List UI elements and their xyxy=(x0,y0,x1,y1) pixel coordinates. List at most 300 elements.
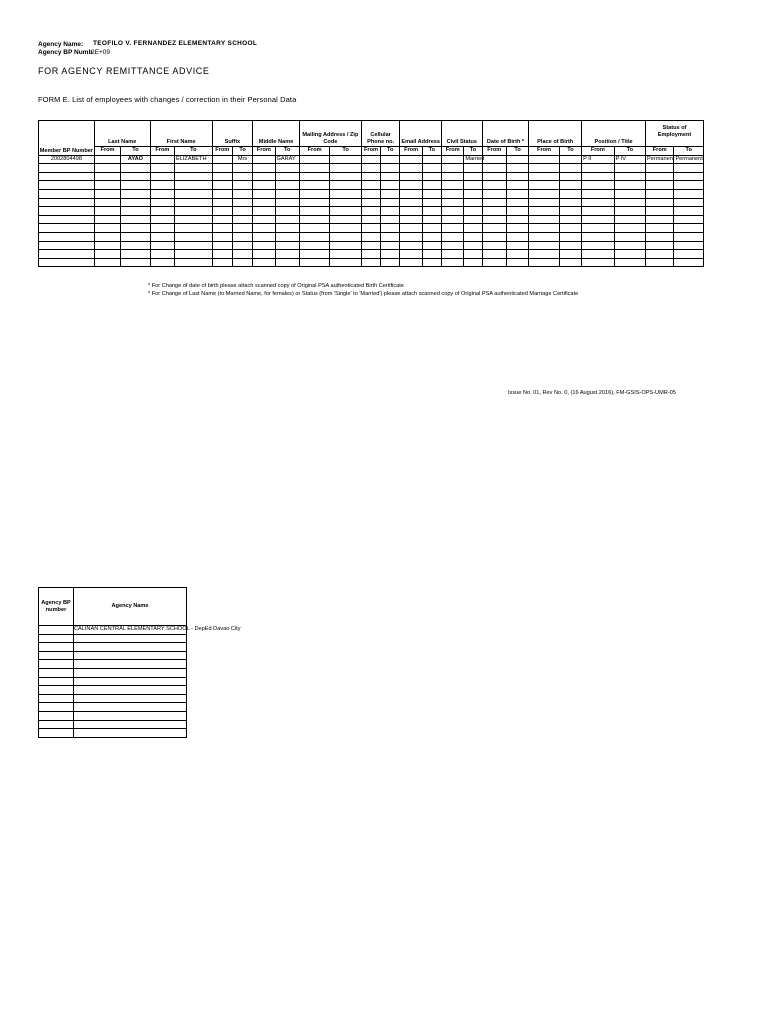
cell[interactable] xyxy=(582,189,614,198)
cell[interactable] xyxy=(381,172,400,181)
cell[interactable] xyxy=(529,164,559,173)
cell[interactable] xyxy=(94,224,120,233)
cell[interactable] xyxy=(582,215,614,224)
cell[interactable] xyxy=(614,215,645,224)
cell[interactable] xyxy=(464,189,482,198)
cell[interactable] xyxy=(381,198,400,207)
cell[interactable] xyxy=(614,232,645,241)
cell[interactable] xyxy=(422,155,441,164)
cell[interactable] xyxy=(299,172,329,181)
cell[interactable] xyxy=(400,241,422,250)
cell[interactable] xyxy=(94,250,120,259)
cell[interactable] xyxy=(212,258,232,267)
cell[interactable] xyxy=(674,258,704,267)
cell[interactable] xyxy=(506,172,528,181)
cell[interactable] xyxy=(275,215,299,224)
cell[interactable] xyxy=(39,215,95,224)
cell[interactable] xyxy=(482,250,506,259)
cell[interactable] xyxy=(482,155,506,164)
cell[interactable] xyxy=(582,250,614,259)
cell[interactable] xyxy=(39,729,74,738)
cell[interactable] xyxy=(464,181,482,190)
cell[interactable] xyxy=(121,189,150,198)
cell[interactable] xyxy=(464,224,482,233)
middle-to-cell[interactable]: GARAY xyxy=(275,155,299,164)
cell[interactable] xyxy=(39,660,74,669)
cell[interactable] xyxy=(442,207,464,216)
cell[interactable] xyxy=(94,207,120,216)
cell[interactable] xyxy=(646,164,674,173)
cell[interactable] xyxy=(175,232,213,241)
cell[interactable] xyxy=(582,172,614,181)
cell[interactable] xyxy=(506,232,528,241)
cell[interactable] xyxy=(422,189,441,198)
cell[interactable] xyxy=(175,172,213,181)
cell[interactable] xyxy=(464,241,482,250)
cell[interactable] xyxy=(150,207,174,216)
cell[interactable] xyxy=(559,232,581,241)
cell[interactable] xyxy=(330,232,361,241)
cell[interactable] xyxy=(275,189,299,198)
cell[interactable] xyxy=(400,172,422,181)
cell[interactable] xyxy=(442,258,464,267)
cell[interactable] xyxy=(400,207,422,216)
member-bp-cell[interactable]: 2002804498 xyxy=(39,155,95,164)
cell[interactable] xyxy=(232,241,252,250)
cell[interactable] xyxy=(232,232,252,241)
cell[interactable] xyxy=(232,181,252,190)
cell[interactable] xyxy=(559,224,581,233)
cell[interactable] xyxy=(506,241,528,250)
cell[interactable] xyxy=(94,232,120,241)
cell[interactable] xyxy=(175,224,213,233)
cell[interactable] xyxy=(299,258,329,267)
cell[interactable] xyxy=(74,729,187,738)
cell[interactable] xyxy=(400,189,422,198)
cell[interactable] xyxy=(330,181,361,190)
cell[interactable] xyxy=(74,668,187,677)
cell[interactable] xyxy=(361,207,380,216)
cell[interactable] xyxy=(582,198,614,207)
cell[interactable] xyxy=(529,189,559,198)
cell[interactable] xyxy=(361,172,380,181)
cell[interactable] xyxy=(150,232,174,241)
cell[interactable] xyxy=(381,181,400,190)
cell[interactable] xyxy=(253,250,275,259)
cell[interactable] xyxy=(94,172,120,181)
cell[interactable] xyxy=(253,172,275,181)
cell[interactable] xyxy=(150,172,174,181)
cell[interactable] xyxy=(232,224,252,233)
cell[interactable] xyxy=(275,250,299,259)
cell[interactable] xyxy=(381,232,400,241)
cell[interactable] xyxy=(39,668,74,677)
cell[interactable] xyxy=(150,224,174,233)
cell[interactable] xyxy=(39,677,74,686)
cell[interactable] xyxy=(94,215,120,224)
cell[interactable] xyxy=(175,198,213,207)
cell[interactable] xyxy=(442,224,464,233)
cell[interactable] xyxy=(253,232,275,241)
cell[interactable] xyxy=(506,207,528,216)
cell[interactable] xyxy=(381,215,400,224)
cell[interactable] xyxy=(361,241,380,250)
cell[interactable] xyxy=(150,181,174,190)
cell[interactable] xyxy=(175,181,213,190)
cell[interactable] xyxy=(253,224,275,233)
cell[interactable] xyxy=(275,164,299,173)
cell[interactable] xyxy=(253,258,275,267)
cell[interactable] xyxy=(212,224,232,233)
cell[interactable] xyxy=(646,224,674,233)
cell[interactable] xyxy=(464,164,482,173)
cell[interactable] xyxy=(464,215,482,224)
cell[interactable] xyxy=(381,258,400,267)
cell[interactable] xyxy=(299,224,329,233)
cell[interactable] xyxy=(74,703,187,712)
cell[interactable] xyxy=(381,241,400,250)
cell[interactable] xyxy=(74,711,187,720)
cell[interactable] xyxy=(582,258,614,267)
cell[interactable] xyxy=(506,215,528,224)
cell[interactable] xyxy=(39,181,95,190)
cell[interactable] xyxy=(94,181,120,190)
cell[interactable] xyxy=(646,189,674,198)
status-to-cell[interactable]: Permanent xyxy=(675,155,703,162)
cell[interactable] xyxy=(506,164,528,173)
cell[interactable] xyxy=(175,164,213,173)
cell[interactable] xyxy=(361,189,380,198)
cell[interactable] xyxy=(614,172,645,181)
cell[interactable] xyxy=(422,232,441,241)
cell[interactable] xyxy=(275,241,299,250)
cell[interactable] xyxy=(442,181,464,190)
cell[interactable] xyxy=(400,181,422,190)
cell[interactable] xyxy=(482,241,506,250)
cell[interactable] xyxy=(275,172,299,181)
cell[interactable] xyxy=(674,198,704,207)
cell[interactable] xyxy=(646,241,674,250)
cell[interactable] xyxy=(330,189,361,198)
cell[interactable] xyxy=(275,258,299,267)
cell[interactable] xyxy=(381,207,400,216)
cell[interactable] xyxy=(330,258,361,267)
cell[interactable] xyxy=(506,198,528,207)
cell[interactable] xyxy=(400,164,422,173)
cell[interactable] xyxy=(212,232,232,241)
cell[interactable] xyxy=(422,198,441,207)
cell[interactable] xyxy=(464,258,482,267)
cell[interactable] xyxy=(39,198,95,207)
cell[interactable] xyxy=(150,155,174,164)
first-to-cell[interactable]: ELIZABETH xyxy=(175,155,213,164)
cell[interactable] xyxy=(74,694,187,703)
cell[interactable] xyxy=(361,250,380,259)
cell[interactable] xyxy=(422,224,441,233)
cell[interactable] xyxy=(330,241,361,250)
cell[interactable] xyxy=(674,181,704,190)
cell[interactable] xyxy=(299,164,329,173)
cell[interactable] xyxy=(614,189,645,198)
cell[interactable] xyxy=(232,250,252,259)
cell[interactable] xyxy=(330,207,361,216)
cell[interactable] xyxy=(646,181,674,190)
cell[interactable] xyxy=(614,181,645,190)
cell[interactable] xyxy=(212,164,232,173)
cell[interactable] xyxy=(442,215,464,224)
cell[interactable] xyxy=(39,634,74,643)
cell[interactable] xyxy=(559,189,581,198)
cell[interactable] xyxy=(529,215,559,224)
cell[interactable] xyxy=(299,207,329,216)
cell[interactable] xyxy=(253,198,275,207)
cell[interactable] xyxy=(299,198,329,207)
cell[interactable] xyxy=(529,181,559,190)
cell[interactable] xyxy=(529,241,559,250)
cell[interactable] xyxy=(442,172,464,181)
cell[interactable] xyxy=(529,198,559,207)
cell[interactable] xyxy=(74,720,187,729)
cell[interactable] xyxy=(253,215,275,224)
cell[interactable] xyxy=(232,172,252,181)
cell[interactable] xyxy=(506,155,528,164)
cell[interactable] xyxy=(442,164,464,173)
cell[interactable] xyxy=(121,258,150,267)
cell[interactable] xyxy=(674,250,704,259)
cell[interactable] xyxy=(253,207,275,216)
cell[interactable] xyxy=(674,241,704,250)
cell[interactable] xyxy=(674,164,704,173)
cell[interactable] xyxy=(212,250,232,259)
cell[interactable] xyxy=(94,198,120,207)
cell[interactable] xyxy=(94,241,120,250)
cell[interactable] xyxy=(482,232,506,241)
cell[interactable] xyxy=(559,215,581,224)
last-to-cell[interactable]: AYAO xyxy=(121,155,150,164)
cell[interactable] xyxy=(150,250,174,259)
cell[interactable] xyxy=(582,207,614,216)
cell[interactable] xyxy=(482,181,506,190)
cell[interactable] xyxy=(482,164,506,173)
cell[interactable] xyxy=(400,224,422,233)
cell[interactable] xyxy=(361,181,380,190)
cell[interactable] xyxy=(674,189,704,198)
cell[interactable] xyxy=(150,189,174,198)
cell[interactable] xyxy=(212,181,232,190)
cell[interactable] xyxy=(121,215,150,224)
cell[interactable] xyxy=(482,189,506,198)
status-from-cell[interactable]: Permanent xyxy=(647,155,675,162)
cell[interactable] xyxy=(614,198,645,207)
cell[interactable] xyxy=(506,258,528,267)
cell[interactable] xyxy=(422,215,441,224)
cell[interactable] xyxy=(422,164,441,173)
cell[interactable] xyxy=(121,172,150,181)
cell[interactable] xyxy=(529,250,559,259)
cell[interactable] xyxy=(39,643,74,652)
cell[interactable] xyxy=(299,181,329,190)
cell[interactable] xyxy=(529,207,559,216)
cell[interactable] xyxy=(39,720,74,729)
cell[interactable] xyxy=(330,215,361,224)
cell[interactable] xyxy=(275,181,299,190)
cell[interactable] xyxy=(150,164,174,173)
cell[interactable] xyxy=(175,241,213,250)
cell[interactable] xyxy=(559,172,581,181)
cell[interactable] xyxy=(330,155,361,164)
cell[interactable] xyxy=(482,207,506,216)
cell[interactable] xyxy=(121,207,150,216)
cell[interactable] xyxy=(506,181,528,190)
position-to-cell[interactable]: P IV xyxy=(614,155,645,164)
cell[interactable] xyxy=(482,224,506,233)
cell[interactable] xyxy=(275,232,299,241)
cell[interactable] xyxy=(559,181,581,190)
cell[interactable] xyxy=(212,172,232,181)
cell[interactable] xyxy=(39,172,95,181)
cell[interactable] xyxy=(646,172,674,181)
position-from-cell[interactable]: P II xyxy=(582,155,614,164)
cell[interactable] xyxy=(361,164,380,173)
cell[interactable] xyxy=(121,241,150,250)
cell[interactable] xyxy=(330,224,361,233)
cell[interactable] xyxy=(39,703,74,712)
cell[interactable] xyxy=(529,172,559,181)
cell[interactable] xyxy=(559,164,581,173)
cell[interactable] xyxy=(582,241,614,250)
cell[interactable] xyxy=(150,215,174,224)
cell[interactable] xyxy=(646,250,674,259)
cell[interactable] xyxy=(94,189,120,198)
cell[interactable] xyxy=(253,155,275,164)
cell[interactable] xyxy=(39,250,95,259)
cell[interactable] xyxy=(175,215,213,224)
cell[interactable] xyxy=(464,198,482,207)
cell[interactable] xyxy=(39,694,74,703)
cell[interactable] xyxy=(121,198,150,207)
cell[interactable] xyxy=(232,198,252,207)
cell[interactable] xyxy=(482,172,506,181)
cell[interactable] xyxy=(381,250,400,259)
cell[interactable] xyxy=(121,232,150,241)
cell[interactable] xyxy=(506,224,528,233)
cell[interactable] xyxy=(442,232,464,241)
cell[interactable] xyxy=(330,198,361,207)
cell[interactable] xyxy=(646,215,674,224)
cell[interactable] xyxy=(400,232,422,241)
cell[interactable] xyxy=(39,258,95,267)
cell[interactable] xyxy=(482,258,506,267)
cell[interactable] xyxy=(361,155,380,164)
cell[interactable] xyxy=(646,232,674,241)
cell[interactable] xyxy=(212,215,232,224)
cell[interactable] xyxy=(614,224,645,233)
cell[interactable] xyxy=(381,164,400,173)
cell[interactable] xyxy=(232,207,252,216)
cell[interactable] xyxy=(559,207,581,216)
cell[interactable] xyxy=(361,198,380,207)
cell[interactable] xyxy=(39,711,74,720)
cell[interactable] xyxy=(212,189,232,198)
cell[interactable] xyxy=(674,224,704,233)
cell[interactable] xyxy=(39,626,74,635)
cell[interactable] xyxy=(674,232,704,241)
cell[interactable] xyxy=(381,155,400,164)
cell[interactable] xyxy=(330,164,361,173)
cell[interactable] xyxy=(175,250,213,259)
cell[interactable] xyxy=(232,258,252,267)
cell[interactable] xyxy=(299,155,329,164)
cell[interactable] xyxy=(121,224,150,233)
cell[interactable] xyxy=(381,224,400,233)
cell[interactable] xyxy=(559,250,581,259)
cell[interactable] xyxy=(175,258,213,267)
cell[interactable] xyxy=(253,164,275,173)
cell[interactable] xyxy=(582,232,614,241)
cell[interactable] xyxy=(121,250,150,259)
cell[interactable] xyxy=(674,215,704,224)
cell[interactable] xyxy=(361,232,380,241)
cell[interactable] xyxy=(442,198,464,207)
cell[interactable] xyxy=(381,189,400,198)
cell[interactable] xyxy=(482,198,506,207)
cell[interactable] xyxy=(422,250,441,259)
cell[interactable] xyxy=(74,660,187,669)
cell[interactable] xyxy=(275,224,299,233)
cell[interactable] xyxy=(74,686,187,695)
cell[interactable] xyxy=(212,198,232,207)
cell[interactable] xyxy=(74,651,187,660)
cell[interactable] xyxy=(614,207,645,216)
cell[interactable] xyxy=(506,250,528,259)
cell[interactable] xyxy=(422,241,441,250)
cell[interactable] xyxy=(422,207,441,216)
cell[interactable] xyxy=(299,189,329,198)
cell[interactable] xyxy=(253,241,275,250)
cell[interactable] xyxy=(39,686,74,695)
cell[interactable] xyxy=(559,241,581,250)
cell[interactable] xyxy=(232,189,252,198)
cell[interactable] xyxy=(175,207,213,216)
cell[interactable] xyxy=(442,189,464,198)
cell[interactable] xyxy=(212,155,232,164)
cell[interactable] xyxy=(559,198,581,207)
cell[interactable] xyxy=(39,232,95,241)
cell[interactable] xyxy=(150,258,174,267)
suffix-to-cell[interactable]: Mrs xyxy=(232,155,252,164)
cell[interactable] xyxy=(442,155,464,164)
cell[interactable] xyxy=(614,250,645,259)
cell[interactable] xyxy=(529,232,559,241)
cell[interactable] xyxy=(482,215,506,224)
cell[interactable] xyxy=(400,215,422,224)
cell[interactable] xyxy=(674,172,704,181)
cell[interactable] xyxy=(39,189,95,198)
cell[interactable] xyxy=(400,250,422,259)
cell[interactable] xyxy=(39,224,95,233)
cell[interactable] xyxy=(400,155,422,164)
cell[interactable] xyxy=(39,651,74,660)
cell[interactable] xyxy=(442,241,464,250)
cell[interactable] xyxy=(400,258,422,267)
cell[interactable] xyxy=(150,198,174,207)
cell[interactable] xyxy=(422,172,441,181)
cell[interactable] xyxy=(275,207,299,216)
cell[interactable] xyxy=(74,643,187,652)
cell[interactable] xyxy=(464,172,482,181)
cell[interactable] xyxy=(212,241,232,250)
cell[interactable] xyxy=(212,207,232,216)
